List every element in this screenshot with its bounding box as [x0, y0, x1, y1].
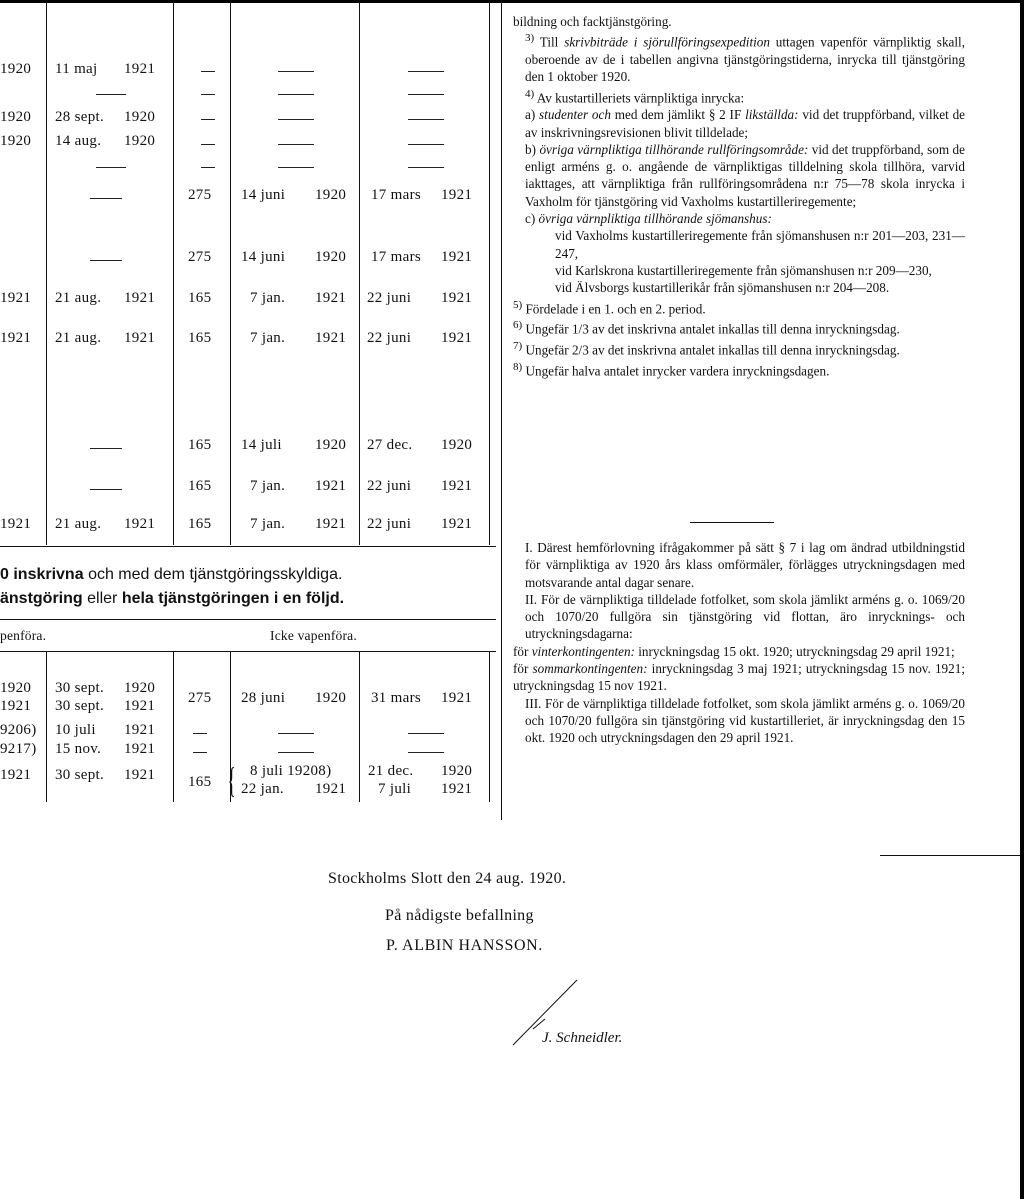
dash [96, 94, 126, 95]
table-cell: 7 juli [378, 781, 412, 797]
table-cell: 1921 [441, 187, 473, 203]
table-cell: 1920 [124, 133, 156, 149]
table-cell: 1920 [124, 109, 156, 125]
dash [201, 71, 215, 72]
provision-2: II. För de värnpliktiga tilldelade fotfolket, som skola jämlikt arméns g. o. 1069/20 och 1070/20 fullgöra sin tjänstgöring vid flottan, äro inrycknings- och utryckningsdagarna: [525, 591, 965, 642]
table-cell: 22 juni [367, 330, 412, 346]
table-cell: 1920 [0, 133, 32, 149]
table-cell: 1921 [441, 290, 473, 306]
table-cell: 1921 [0, 767, 32, 783]
table-cell: 7 jan. [250, 290, 286, 306]
dash [278, 733, 314, 734]
footnote-4c-item: vid Vaxholms kustartilleriregemente från sjömanshusen n:r 201—203, 231—247, [555, 228, 965, 261]
table-cell: 1920 [315, 187, 347, 203]
dash [408, 144, 444, 145]
table-cell: 1921 [441, 516, 473, 532]
signature-place-date: Stockholms Slott den 24 aug. 1920. [328, 870, 567, 887]
footnote-4c: c) övriga värnpliktiga tillhörande sjömanshus: [525, 211, 772, 227]
brace: { [227, 760, 236, 800]
table-cell: 1920 [0, 680, 32, 696]
table-cell: 1921 [315, 478, 347, 494]
table-cell: 1921 [441, 690, 473, 706]
table-cell: 28 sept. [55, 109, 105, 125]
table-cell: 275 [188, 187, 212, 203]
table-cell: 21 dec. [368, 763, 414, 779]
footnote-4a: a) studenter och med dem jämlikt § 2 IF likställda: vid det truppförband, vilket de av inskrivningsrevisionen blivit tilldelade; [525, 107, 966, 140]
dash [278, 144, 314, 145]
dash [90, 489, 122, 490]
table-rule [173, 0, 174, 545]
table-cell: 1920 [315, 437, 347, 453]
scan-edge [1020, 0, 1024, 1199]
table-cell: 1921 [124, 61, 156, 77]
provision-2b: för sommarkontingenten: inryckningsdag 3 maj 1921; utryckningsdag 15 nov. 1921; utryckningsdag 15 nov 1921. [513, 661, 965, 694]
table-cell: 14 juli [241, 437, 282, 453]
separator [690, 522, 774, 523]
dash [201, 144, 215, 145]
signature-name: P. ALBIN HANSSON. [386, 937, 543, 954]
dash [408, 167, 444, 168]
table-cell: 1921 [315, 516, 347, 532]
dash [408, 733, 444, 734]
signature-authority: På nådigste befallning [385, 907, 534, 924]
table-cell: 15 nov. [55, 741, 102, 757]
table-cell: 165 [188, 330, 212, 346]
dash [201, 119, 215, 120]
table-cell: 1920 [315, 249, 347, 265]
table-cell: 14 aug. [55, 133, 102, 149]
table-cell: 21 aug. [55, 516, 102, 532]
table-cell: 17 mars [371, 249, 422, 265]
table-cell: 21 aug. [55, 290, 102, 306]
table-cell: 7 jan. [250, 478, 286, 494]
table-rule [0, 651, 496, 652]
table-cell: 22 jan. [241, 781, 284, 797]
dash [201, 167, 215, 168]
provision-2a: för vinterkontingenten: inryckningsdag 15 okt. 1920; utryckningsdag 29 april 1921; [513, 643, 955, 659]
table-cell: 1921 [0, 698, 32, 714]
table-cell: 1921 [124, 722, 156, 738]
table-cell: 1921 [124, 741, 156, 757]
dash [408, 94, 444, 95]
table-cell: 22 juni [367, 290, 412, 306]
table-cell: 7 jan. [250, 330, 286, 346]
dash [278, 94, 314, 95]
table-cell: 1921 [124, 767, 156, 783]
footnote-4b: b) övriga värnpliktiga tillhörande rullföringsområde: vid det truppförband, som de enligt arméns g. o. angående de värnpliktigas tilldelning skola tillhöra, varvid iakttages, att värnpliktiga från rullföringsområdena n:r 75—78 skola inrycka i Vaxholm för tjänstgöring vid Vaxholms kustartilleriregemente; [525, 141, 966, 209]
table-cell: 1921 [315, 781, 347, 797]
table-cell: 165 [188, 516, 212, 532]
column-heading: penföra. [0, 628, 47, 643]
table-cell: 1920 [441, 437, 473, 453]
dash [90, 448, 122, 449]
table-cell: 1920 [315, 690, 347, 706]
table-cell: 1921 [441, 330, 473, 346]
table-cell: 165 [188, 290, 212, 306]
dash [278, 167, 314, 168]
table-cell: 1920 [441, 763, 473, 779]
table-cell: 1921 [0, 290, 32, 306]
dash [278, 752, 314, 753]
table-cell: 8 juli 19208) [250, 763, 332, 779]
dash [278, 119, 314, 120]
table-rule [359, 0, 360, 545]
dash [408, 71, 444, 72]
table-cell: 28 juni [241, 690, 286, 706]
dash [193, 752, 207, 753]
provision-1: I. Därest hemförlovning ifrågakommer på sätt § 7 i lag om ändrad utbildningstid för värnpliktiga av 1920 års klass omförmäler, förlägges utryckningsdagen med motsvarande antal dagar senare. [525, 540, 965, 590]
table-cell: 14 juni [241, 187, 286, 203]
section-heading-1: 0 inskrivna och med dem tjänstgöringsskyldiga. [0, 566, 343, 583]
top-edge [0, 0, 1024, 3]
dash [408, 119, 444, 120]
footnote-8: $^{8)}$ Ungefär halva antalet inrycker vardera inryckningsdagen. [513, 360, 830, 378]
separator [880, 855, 1024, 856]
table-cell: 17 mars [371, 187, 422, 203]
footnote-4c-item: vid Älvsborgs kustartillerikår från sjömanshusen n:r 204—208. [555, 280, 890, 296]
table-cell: 275 [188, 249, 212, 265]
section-heading-2: änstgöring eller hela tjänstgöringen i en följd. [0, 590, 345, 607]
footnote-7: $^{7)}$ Ungefär 2/3 av det inskrivna antalet inkallas till denna inryckningsdag. [513, 339, 900, 358]
table-cell: 1921 [124, 290, 156, 306]
table-rule [359, 651, 360, 802]
table-cell: 1920 [124, 680, 156, 696]
countersign-name: J. Schneidler. [542, 1030, 623, 1046]
dash [90, 198, 122, 199]
footnote-3: $^{3)}$ Till skrivbiträde i sjörullföringsexpedition uttagen vapenför värnpliktig skall, oberoende av de i tabellen angivna tjänstgöringstiderna, inrycka till tjänstgöring den 1 oktober 1920. [525, 32, 966, 85]
footnote-4: $^{4)}$ Av kustartilleriets värnpliktiga inrycka: [525, 87, 745, 105]
table-rule [230, 0, 231, 545]
table-rule [489, 651, 490, 802]
table-rule [173, 651, 174, 802]
table-rule [0, 619, 496, 620]
table-cell: 1921 [124, 330, 156, 346]
footnote-5: $^{5)}$ Fördelade i en 1. och en 2. period. [513, 298, 706, 316]
table-rule [489, 0, 490, 545]
table-cell: 1921 [124, 516, 156, 532]
table-rule [0, 546, 496, 547]
dash [278, 71, 314, 72]
footnote-4c-item: vid Karlskrona kustartilleriregemente från sjömanshusen n:r 209—230, [555, 262, 932, 278]
table-cell: 165 [188, 478, 212, 494]
footnote-text: bildning och facktjänstgöring. [513, 14, 672, 29]
table-cell: 1921 [315, 290, 347, 306]
dash [193, 733, 207, 734]
table-cell: 21 aug. [55, 330, 102, 346]
table-cell: 22 juni [367, 516, 412, 532]
table-cell: 165 [188, 437, 212, 453]
table-cell: 1921 [441, 249, 473, 265]
table-cell: 1921 [441, 781, 473, 797]
table-rule [46, 651, 47, 802]
table-cell: 1920 [0, 61, 32, 77]
table-cell: 30 sept. [55, 680, 105, 696]
table-cell: 1921 [0, 516, 32, 532]
table-cell: 165 [188, 774, 212, 790]
table-cell: 9217) [0, 741, 37, 757]
table-cell: 22 juni [367, 478, 412, 494]
table-cell: 1921 [441, 478, 473, 494]
table-cell: 11 maj [55, 61, 98, 77]
table-cell: 1921 [315, 330, 347, 346]
table-cell: 275 [188, 690, 212, 706]
table-cell: 9206) [0, 722, 37, 738]
dash [408, 752, 444, 753]
footnotes [513, 13, 965, 379]
column-heading: Icke vapenföra. [270, 628, 357, 643]
table-cell: 27 dec. [367, 437, 413, 453]
footnote-6: $^{6)}$ Ungefär 1/3 av det inskrivna antalet inkallas till denna inryckningsdag. [513, 319, 900, 337]
table-cell: 10 juli [55, 722, 96, 738]
provisions [513, 539, 965, 747]
dash [201, 94, 215, 95]
table-cell: 1921 [124, 698, 156, 714]
table-cell: 14 juni [241, 249, 286, 265]
table-cell: 1920 [0, 109, 32, 125]
column-rule [501, 0, 502, 820]
table-cell: 30 sept. [55, 698, 105, 714]
dash [96, 167, 126, 168]
table-rule [46, 0, 47, 545]
provision-3: III. För de värnpliktiga tilldelade fotfolket, som skola jämlikt arméns g. o. 1069/20 och 1070/20 fullgöra sin tjänstgöring vid kustartilleriet, är inryckningsdag den 15 okt. 1920 och utryckningsdagen den 29 april 1921. [525, 695, 965, 746]
table-cell: 31 mars [371, 690, 422, 706]
dash [90, 260, 122, 261]
table-cell: 7 jan. [250, 516, 286, 532]
table-cell: 1921 [0, 330, 32, 346]
table-cell: 30 sept. [55, 767, 105, 783]
